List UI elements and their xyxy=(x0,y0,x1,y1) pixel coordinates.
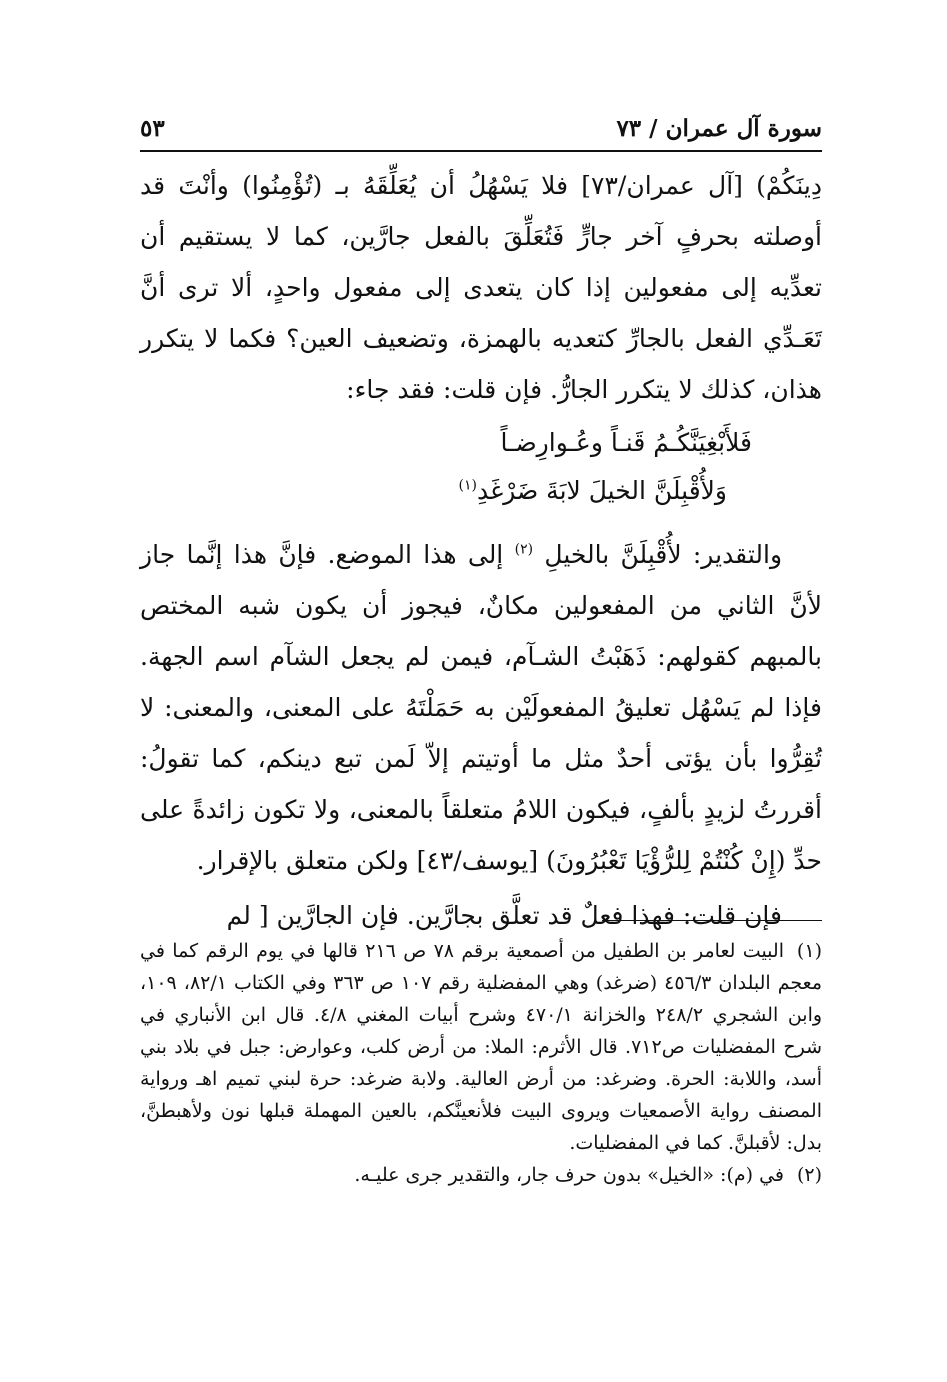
footnote-2-number: (٢) xyxy=(796,1164,822,1186)
paragraph-2-start: والتقدير: لأُقْبِلَنَّ بالخيلِ xyxy=(544,540,783,569)
verse-line-1: فَلأَبْغِيَنَّكُـمُ قَنـاً وعُـوارِضـاً xyxy=(500,428,752,457)
footnote-ref-1: (١) xyxy=(458,477,477,494)
main-text xyxy=(140,160,822,941)
verse-line-2 xyxy=(140,467,822,515)
footnote-2 xyxy=(140,1159,822,1191)
footnote-1-number: (١) xyxy=(796,940,822,962)
footnote-2-text: في (م): «الخيل» بدون حرف جار، والتقدير جرى عليـه. xyxy=(354,1164,784,1186)
paragraph-2 xyxy=(140,529,822,886)
footnote-rule xyxy=(602,920,822,921)
page-number: ٥٣ xyxy=(140,115,165,142)
footnote-ref-2: (٢) xyxy=(514,541,534,558)
footnote-1-text: البيت لعامر بن الطفيل من أصمعية برقم ٧٨ ص ٢١٦ قالها في يوم الرقم كما في معجم البلدان ٤٥٦/٣ (ضرغد) وهي المفضلية رقم ١٠٧ ص ٣٦٣ وفي الكتاب ٨٢/١، ١٠٩، وابن الشجري ٢٤٨/٢ والخزانة ٤٧٠/١ وشرح أبيات المغني ٤/٨. قال ابن الأنباري في شرح المفضليات ص٧١٢. قال الأثرم: الملا: من أرض كلب، وعوارض: جبل في بلاد بني أسد، واللابة: الحرة. وضرغد: من أرض العالية. ولابة ضرغد: حرة لبني تميم اهـ ورواية المصنف رواية الأصمعيات ويروى البيت فلأنعينَّكم، بالعين المهملة قبلها نون ولأهبطنَّ، بدل: لأقبلنَّ. كما في المفضليات. xyxy=(140,940,823,1154)
paragraph-3: فإن قلت: فهذا فعلٌ قد تعلَّق بجارَّين. فإن الجارَّين [ لم xyxy=(226,901,782,930)
footnotes xyxy=(140,935,822,1191)
paragraph-2-rest: إلى هذا الموضع. فإنَّ هذا إنَّما جاز لأنَّ الثاني من المفعولين مكانٌ، فيجوز أن يكون شبه المختص بالمبهم كقولهم: ذَهَبْتُ الشـآم، فيمن لم يجعل الشآم اسم الجهة. فإذا لم يَسْهُل تعليقُ المفعولَيْن به حَمَلْتَهُ على المعنى، والمعنى: لا تُقِرُّوا بأن يؤتى أحدٌ مثل ما أوتيتم إلاّ لَمن تبع دينكم، كما تقولُ: أقررتُ لزيدٍ بألفٍ، فيكون اللامُ متعلقاً بالمعنى، ولا تكون زائدةً على حدِّ (إِنْ كُنْتُمْ لِلرُّؤْيَا تَعْبُرُونَ) [يوسف/٤٣] ولكن متعلق بالإقرار. xyxy=(140,540,822,875)
page-header xyxy=(140,104,822,148)
running-title: سورة آل عمران / ٧٣ xyxy=(616,115,822,142)
footnote-1 xyxy=(140,935,822,1159)
verse-line-2-text: وَلأُقْبِلَنَّ الخيلَ لابَةَ ضَرْغَدِ xyxy=(477,476,727,505)
header-rule xyxy=(140,150,822,152)
paragraph-1: دِينَكُمْ) [آل عمران/٧٣] فلا يَسْهُلُ أن يُعَلِّقَهُ بـ (تُؤْمِنُوا) وأنْتَ قد أوصلته بحرفٍ آخر جارٍّ فَتُعَلِّقَ بالفعل جارَّين، كما لا يستقيم أن تعدِّيه إلى مفعولين إذا كان يتعدى إلى مفعول واحدٍ، ألا ترى أنَّ تَعَـدِّي الفعل بالجارِّ كتعديه بالهمزة، وتضعيف العين؟ فكما لا يتكرر هذان، كذلك لا يتكرر الجارُّ. فإن قلت: فقد جاء: xyxy=(140,171,822,404)
